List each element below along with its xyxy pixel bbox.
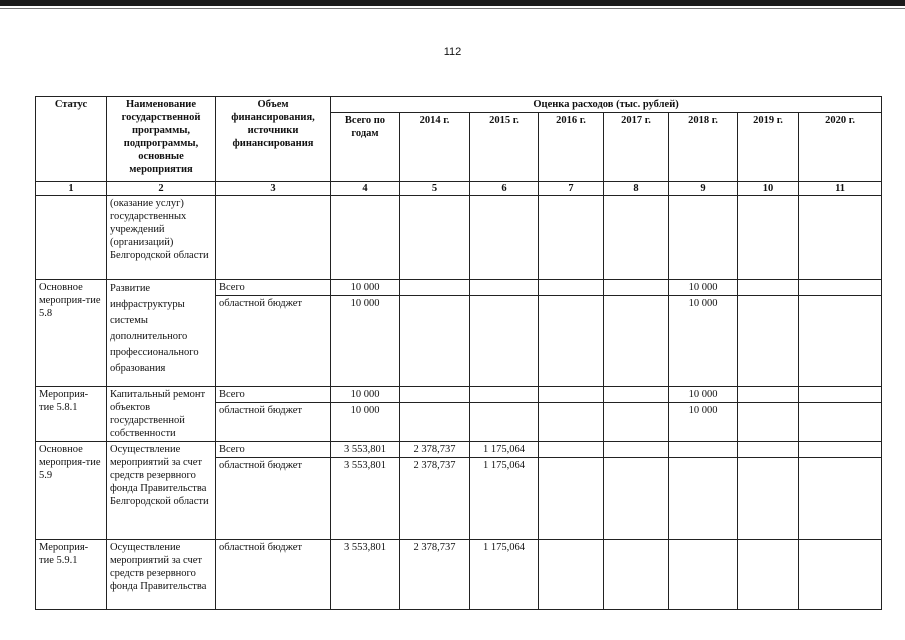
row-2015: 1 175,064 xyxy=(470,540,539,610)
row-status: Мероприя-тие 5.9.1 xyxy=(36,540,107,610)
row-name: Развитие инфраструктуры системы дополнительного профессионального образования xyxy=(107,280,216,387)
row-total: 3 553,801 xyxy=(331,442,400,458)
col-number: 11 xyxy=(799,182,882,196)
table-row xyxy=(36,196,882,280)
row-2018: 10 000 xyxy=(669,280,738,296)
row-source: областной бюджет xyxy=(216,540,331,610)
row-status: Основное мероприя-тие 5.9 xyxy=(36,442,107,540)
row-source: областной бюджет xyxy=(216,296,331,387)
col-number: 6 xyxy=(470,182,539,196)
row-source: Всего xyxy=(216,387,331,403)
col-number: 2 xyxy=(107,182,216,196)
page-number: 112 xyxy=(443,46,462,58)
header-2014: 2014 г. xyxy=(400,113,470,182)
row-name: Осуществление мероприятий за счет средств резервного фонда Правительства xyxy=(107,540,216,610)
row-source: областной бюджет xyxy=(216,403,331,442)
scan-top-edge xyxy=(0,0,905,6)
header-2017: 2017 г. xyxy=(604,113,669,182)
col-number: 1 xyxy=(36,182,107,196)
header-2018: 2018 г. xyxy=(669,113,738,182)
row-source: областной бюджет xyxy=(216,458,331,540)
header-estimate: Оценка расходов (тыс. рублей) xyxy=(331,97,882,113)
col-number: 5 xyxy=(400,182,470,196)
row-total: 10 000 xyxy=(331,280,400,296)
row-2018: 10 000 xyxy=(669,403,738,442)
row-2018: 10 000 xyxy=(669,387,738,403)
header-2016: 2016 г. xyxy=(539,113,604,182)
row-2014: 2 378,737 xyxy=(400,458,470,540)
header-2020: 2020 г. xyxy=(799,113,882,182)
col-number: 8 xyxy=(604,182,669,196)
header-2015: 2015 г. xyxy=(470,113,539,182)
header-status: Статус xyxy=(36,97,107,182)
header-total: Всего по годам xyxy=(331,113,400,182)
row-total: 3 553,801 xyxy=(331,540,400,610)
header-name: Наименование государственной программы, подпрограммы, основные мероприятия xyxy=(107,97,216,182)
col-number: 4 xyxy=(331,182,400,196)
header-volume: Объем финансирования, источники финансирования xyxy=(216,97,331,182)
row-total: 10 000 xyxy=(331,403,400,442)
expenditure-table xyxy=(35,96,882,610)
col-number: 9 xyxy=(669,182,738,196)
table-row xyxy=(36,442,882,458)
row-total: 3 553,801 xyxy=(331,458,400,540)
row-name: Осуществление мероприятий за счет средств резервного фонда Правительства Белгородской области xyxy=(107,442,216,540)
row-source: Всего xyxy=(216,280,331,296)
row-2018: 10 000 xyxy=(669,296,738,387)
table-row xyxy=(36,540,882,610)
table-row xyxy=(36,387,882,403)
row-status: Основное мероприя-тие 5.8 xyxy=(36,280,107,387)
column-number-row xyxy=(36,182,882,196)
row-name: Капитальный ремонт объектов государственной собственности xyxy=(107,387,216,442)
scan-top-line xyxy=(0,8,905,9)
row-source: Всего xyxy=(216,442,331,458)
row-total: 10 000 xyxy=(331,296,400,387)
row-total: 10 000 xyxy=(331,387,400,403)
col-number: 7 xyxy=(539,182,604,196)
row-2014: 2 378,737 xyxy=(400,442,470,458)
table-row xyxy=(36,280,882,296)
col-number: 10 xyxy=(738,182,799,196)
row-2015: 1 175,064 xyxy=(470,458,539,540)
row-status: Мероприя-тие 5.8.1 xyxy=(36,387,107,442)
header-2019: 2019 г. xyxy=(738,113,799,182)
col-number: 3 xyxy=(216,182,331,196)
row-name: (оказание услуг) государственных учреждений (организаций) Белгородской области xyxy=(107,196,216,280)
row-2015: 1 175,064 xyxy=(470,442,539,458)
row-2014: 2 378,737 xyxy=(400,540,470,610)
